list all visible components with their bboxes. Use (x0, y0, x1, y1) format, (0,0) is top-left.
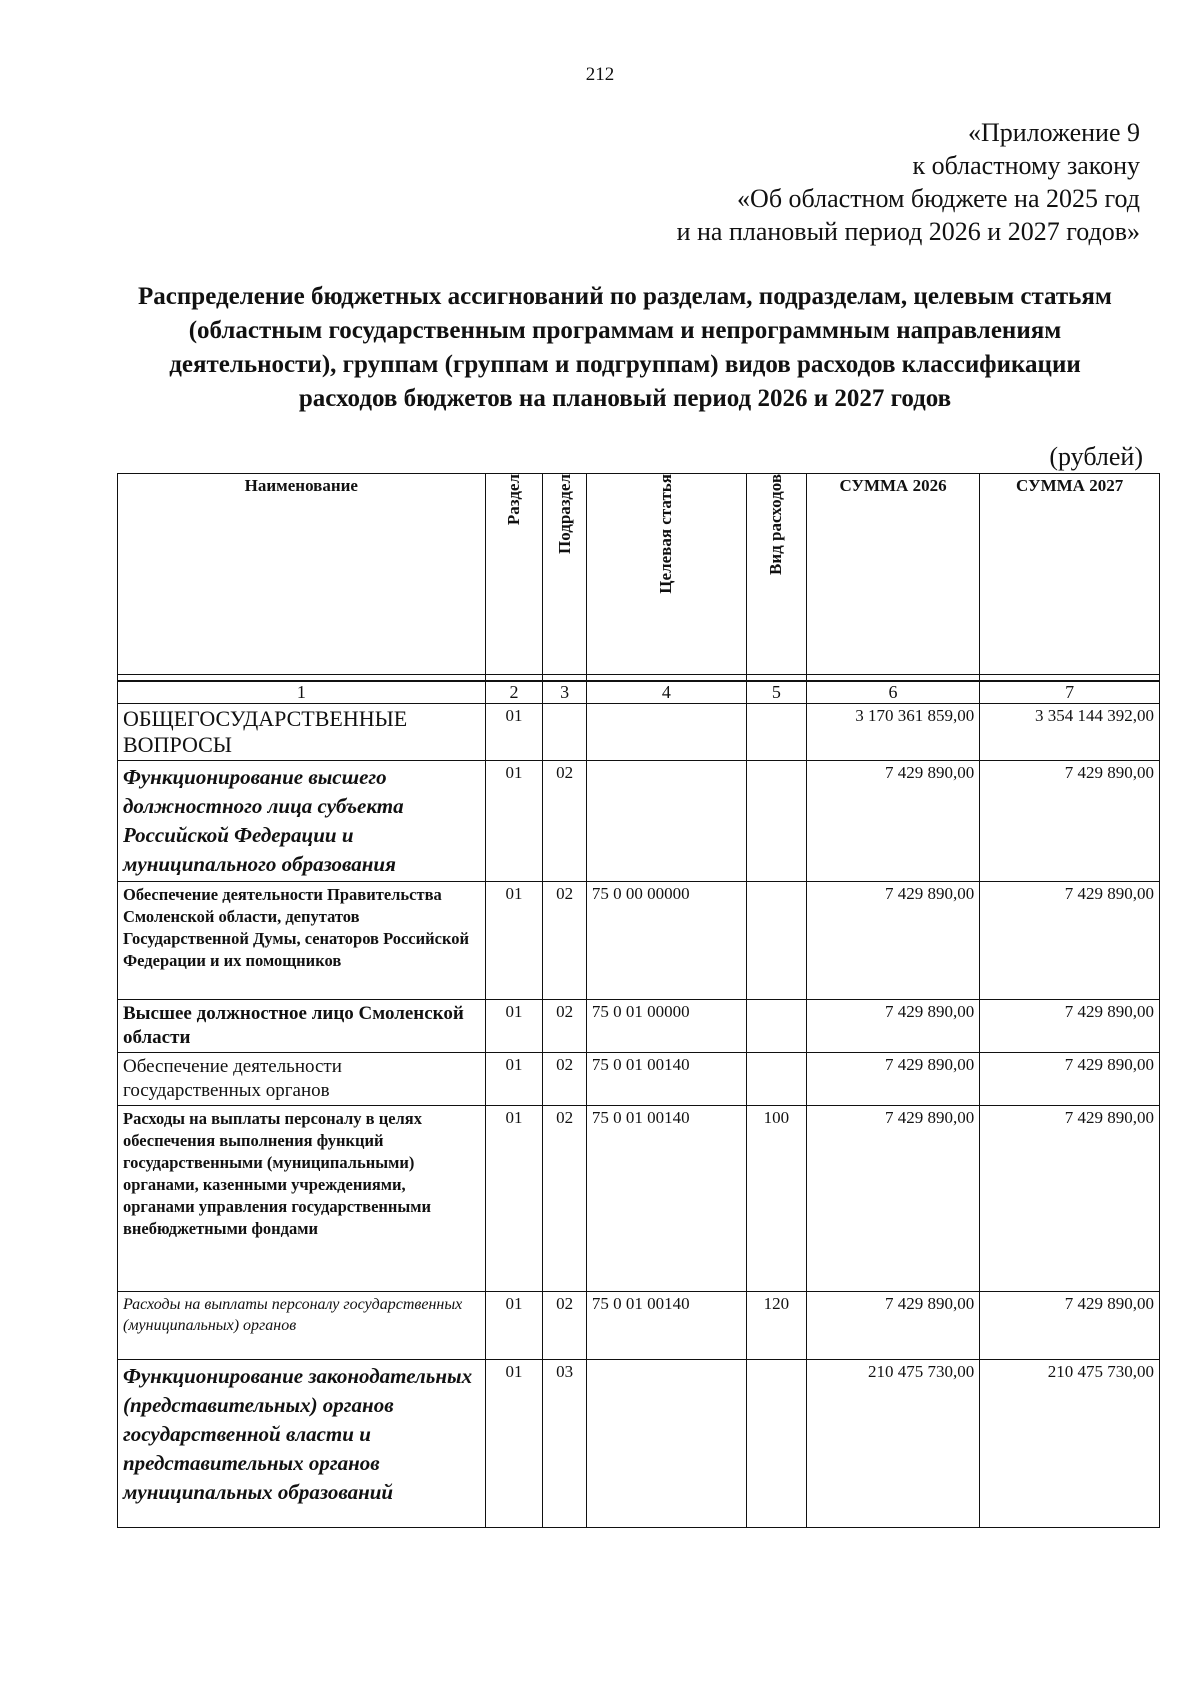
row-sum-2027: 7 429 890,00 (980, 1292, 1160, 1360)
row-section: 01 (485, 882, 543, 1000)
row-sum-2026: 210 475 730,00 (806, 1360, 979, 1528)
row-subsection: 02 (543, 1053, 586, 1106)
row-target (586, 761, 746, 882)
row-type (746, 882, 806, 1000)
row-type (746, 1000, 806, 1053)
row-sum-2027: 7 429 890,00 (980, 882, 1160, 1000)
row-subsection: 03 (543, 1360, 586, 1528)
table-row (118, 1053, 1160, 1106)
row-sum-2026: 3 170 361 859,00 (806, 704, 979, 761)
row-name: Расходы на выплаты персоналу государственных (муниципальных) органов (118, 1292, 486, 1360)
row-subsection (543, 704, 586, 761)
column-number: 7 (980, 681, 1160, 704)
row-section: 01 (485, 1053, 543, 1106)
row-type: 100 (746, 1106, 806, 1292)
appendix-reference (677, 116, 1140, 248)
column-number: 2 (485, 681, 543, 704)
budget-table (117, 473, 1160, 1528)
row-section: 01 (485, 1292, 543, 1360)
row-sum-2026: 7 429 890,00 (806, 761, 979, 882)
table-row (118, 1360, 1160, 1528)
row-section: 01 (485, 1360, 543, 1528)
row-target (586, 704, 746, 761)
row-sum-2026: 7 429 890,00 (806, 1106, 979, 1292)
column-number: 6 (806, 681, 979, 704)
row-type (746, 761, 806, 882)
appendix-line: «Об областном бюджете на 2025 год (737, 184, 1140, 213)
row-subsection: 02 (543, 882, 586, 1000)
row-type (746, 1360, 806, 1528)
row-target (586, 1360, 746, 1528)
column-number: 4 (586, 681, 746, 704)
table-row (118, 882, 1160, 1000)
row-name: Расходы на выплаты персоналу в целях обеспечения выполнения функций государственными (муниципальными) органами, казенными учреждениями, органами управления государственными внебюджетными фондами (118, 1106, 486, 1292)
row-section: 01 (485, 704, 543, 761)
table-row (118, 761, 1160, 882)
row-type (746, 704, 806, 761)
row-name: Обеспечение деятельности Правительства Смоленской области, депутатов Государственной Думы, сенаторов Российской Федерации и их помощников (118, 882, 486, 1000)
column-number-row (118, 681, 1160, 704)
header-section: Раздел (485, 474, 543, 675)
appendix-line: и на плановый период 2026 и 2027 годов» (676, 217, 1140, 246)
row-name: Функционирование высшего должностного лица субъекта Российской Федерации и муниципального образования (118, 761, 486, 882)
row-target: 75 0 01 00140 (586, 1292, 746, 1360)
row-section: 01 (485, 1106, 543, 1292)
header-sum-2026: СУММА 2026 (806, 474, 979, 675)
row-sum-2027: 7 429 890,00 (980, 761, 1160, 882)
row-section: 01 (485, 1000, 543, 1053)
row-sum-2027: 7 429 890,00 (980, 1106, 1160, 1292)
table-row (118, 704, 1160, 761)
column-number: 5 (746, 681, 806, 704)
row-sum-2026: 7 429 890,00 (806, 882, 979, 1000)
table-row (118, 1106, 1160, 1292)
row-target: 75 0 01 00140 (586, 1053, 746, 1106)
column-number: 1 (118, 681, 486, 704)
document-title: Распределение бюджетных ассигнований по разделам, подразделам, целевым статьям (областным государственным программам и непрограммным направлениям деятельности), группам (группам и подгруппам) видов расходов классификации расходов бюджетов на плановый период 2026 и 2027 годов (138, 283, 1112, 412)
row-name: Функционирование законодательных (представительных) органов государственной власти и представительных органов муниципальных образований (118, 1360, 486, 1528)
row-sum-2027: 3 354 144 392,00 (980, 704, 1160, 761)
row-subsection: 02 (543, 1292, 586, 1360)
appendix-line: к областному закону (912, 151, 1140, 180)
row-target: 75 0 01 00140 (586, 1106, 746, 1292)
row-name: Обеспечение деятельности государственных органов (118, 1053, 486, 1106)
header-subsection: Подраздел (543, 474, 586, 675)
row-subsection: 02 (543, 1000, 586, 1053)
row-sum-2027: 7 429 890,00 (980, 1000, 1160, 1053)
row-name: ОБЩЕГОСУДАРСТВЕННЫЕ ВОПРОСЫ (118, 704, 486, 761)
row-sum-2027: 210 475 730,00 (980, 1360, 1160, 1528)
table-header-row (118, 474, 1160, 675)
table-row (118, 1292, 1160, 1360)
row-sum-2026: 7 429 890,00 (806, 1292, 979, 1360)
appendix-line: «Приложение 9 (967, 118, 1140, 147)
header-sum-2027: СУММА 2027 (980, 474, 1160, 675)
row-target: 75 0 00 00000 (586, 882, 746, 1000)
page-number: 212 (585, 64, 615, 85)
row-sum-2027: 7 429 890,00 (980, 1053, 1160, 1106)
row-section: 01 (485, 761, 543, 882)
row-subsection: 02 (543, 761, 586, 882)
header-target-article: Целевая статья (586, 474, 746, 675)
row-sum-2026: 7 429 890,00 (806, 1053, 979, 1106)
row-subsection: 02 (543, 1106, 586, 1292)
column-number: 3 (543, 681, 586, 704)
row-type (746, 1053, 806, 1106)
row-target: 75 0 01 00000 (586, 1000, 746, 1053)
units-label: (рублей) (1049, 442, 1143, 471)
row-type: 120 (746, 1292, 806, 1360)
header-expense-type: Вид расходов (746, 474, 806, 675)
table-row (118, 1000, 1160, 1053)
row-name: Высшее должностное лицо Смоленской области (118, 1000, 486, 1053)
row-sum-2026: 7 429 890,00 (806, 1000, 979, 1053)
header-name: Наименование (118, 474, 486, 675)
